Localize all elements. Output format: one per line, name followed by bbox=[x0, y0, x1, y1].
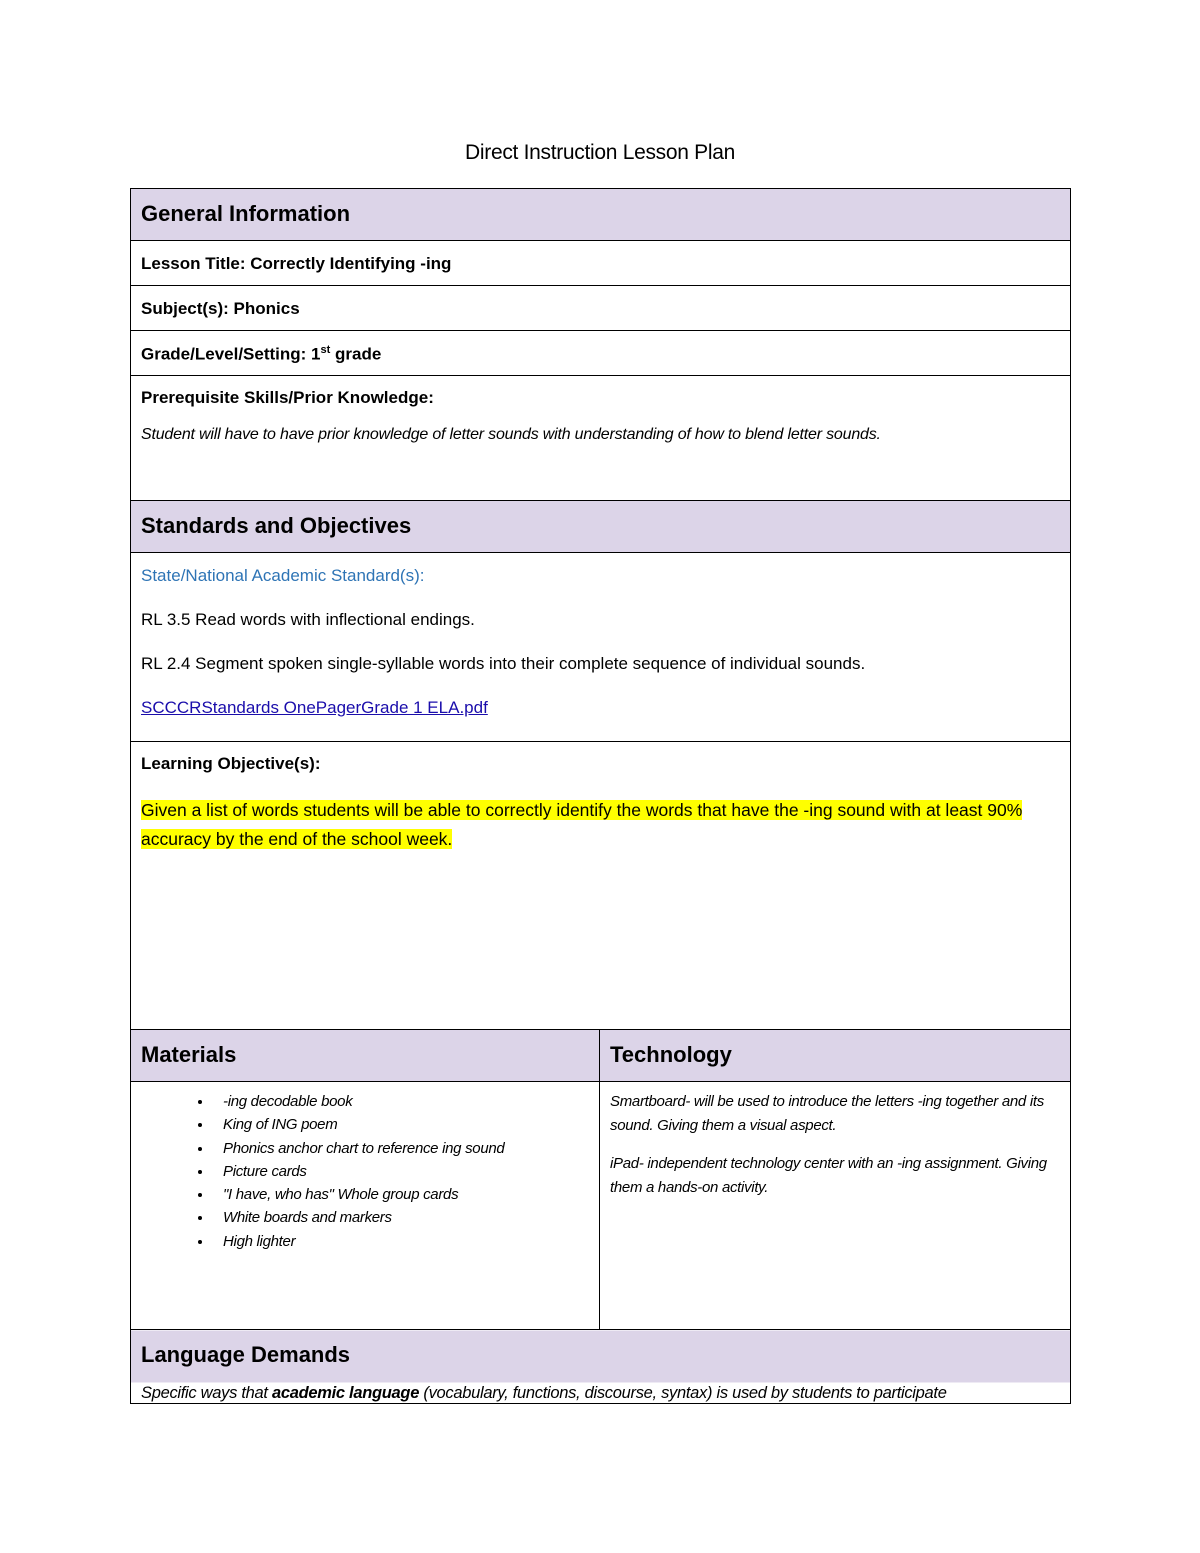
general-information-header bbox=[131, 189, 1071, 241]
state-standards-label: State/National Academic Standard(s): bbox=[141, 566, 425, 585]
lesson-title-cell bbox=[131, 241, 1071, 286]
language-desc-pre: Specific ways that bbox=[141, 1384, 272, 1402]
prerequisite-text: Student will have to have prior knowledge of letter sounds with understanding of how to blend letter sounds. bbox=[141, 426, 881, 443]
materials-list bbox=[141, 1090, 589, 1253]
lesson-title: Lesson Title: Correctly Identifying -ing bbox=[141, 254, 452, 273]
materials-list-item: • "I have, who has" Whole group cards bbox=[213, 1183, 589, 1206]
learning-objective-label: Learning Objective(s): bbox=[141, 754, 321, 773]
technology-cell bbox=[600, 1082, 1071, 1330]
standards-objectives-header-text: Standards and Objectives bbox=[141, 513, 412, 538]
learning-objective-text: Given a list of words students will be able to correctly identify the words that have the -ing sound with at least 90% accuracy by the end of the school week. bbox=[141, 800, 1023, 849]
technology-paragraph: iPad- independent technology center with an -ing assignment. Giving them a hands-on activity. bbox=[610, 1155, 1047, 1196]
subjects: Subject(s): Phonics bbox=[141, 299, 300, 318]
standard-item: RL 2.4 Segment spoken single-syllable words into their complete sequence of individual sounds. bbox=[141, 654, 866, 673]
language-demands-cell bbox=[131, 1330, 1071, 1404]
technology-header-text: Technology bbox=[610, 1042, 732, 1067]
language-demands-description bbox=[141, 1384, 1060, 1403]
materials-list-item: • High lighter bbox=[213, 1230, 589, 1253]
standards-objectives-header bbox=[131, 501, 1071, 553]
subjects-cell bbox=[131, 286, 1071, 331]
language-desc-post: (vocabulary, functions, discourse, syntax) is used by students to participate bbox=[419, 1384, 947, 1402]
materials-header-text: Materials bbox=[141, 1042, 237, 1067]
prerequisite-label: Prerequisite Skills/Prior Knowledge: bbox=[141, 388, 434, 407]
learning-objective-cell bbox=[131, 742, 1071, 1030]
grade-label: Grade/Level/Setting: 1 bbox=[141, 344, 321, 364]
grade-cell bbox=[131, 331, 1071, 376]
materials-list-item: • -ing decodable book bbox=[213, 1090, 589, 1113]
grade-suffix: grade bbox=[330, 344, 382, 364]
materials-list-item: • Picture cards bbox=[213, 1160, 589, 1183]
technology-header bbox=[600, 1030, 1071, 1082]
lesson-plan-table bbox=[130, 188, 1071, 1404]
prerequisite-cell bbox=[131, 376, 1071, 501]
materials-cell bbox=[131, 1082, 600, 1330]
standard-item: RL 3.5 Read words with inflectional endings. bbox=[141, 610, 475, 629]
grade-superscript: st bbox=[320, 344, 331, 356]
standards-cell bbox=[131, 553, 1071, 742]
document-title: Direct Instruction Lesson Plan bbox=[465, 141, 735, 164]
materials-list-item: • King of ING poem bbox=[213, 1113, 589, 1136]
materials-list-item: • White boards and markers bbox=[213, 1206, 589, 1229]
technology-paragraph: Smartboard- will be used to introduce the letters -ing together and its sound. Giving them a visual aspect. bbox=[610, 1093, 1044, 1134]
standards-pdf-link[interactable]: SCCCRStandards OnePagerGrade 1 ELA.pdf bbox=[141, 698, 488, 717]
materials-list-item: • Phonics anchor chart to reference ing sound bbox=[213, 1137, 589, 1160]
language-desc-bold: academic language bbox=[271, 1384, 420, 1402]
general-information-header-text: General Information bbox=[141, 201, 351, 226]
language-demands-header: Language Demands bbox=[141, 1342, 351, 1367]
materials-header bbox=[131, 1030, 600, 1082]
